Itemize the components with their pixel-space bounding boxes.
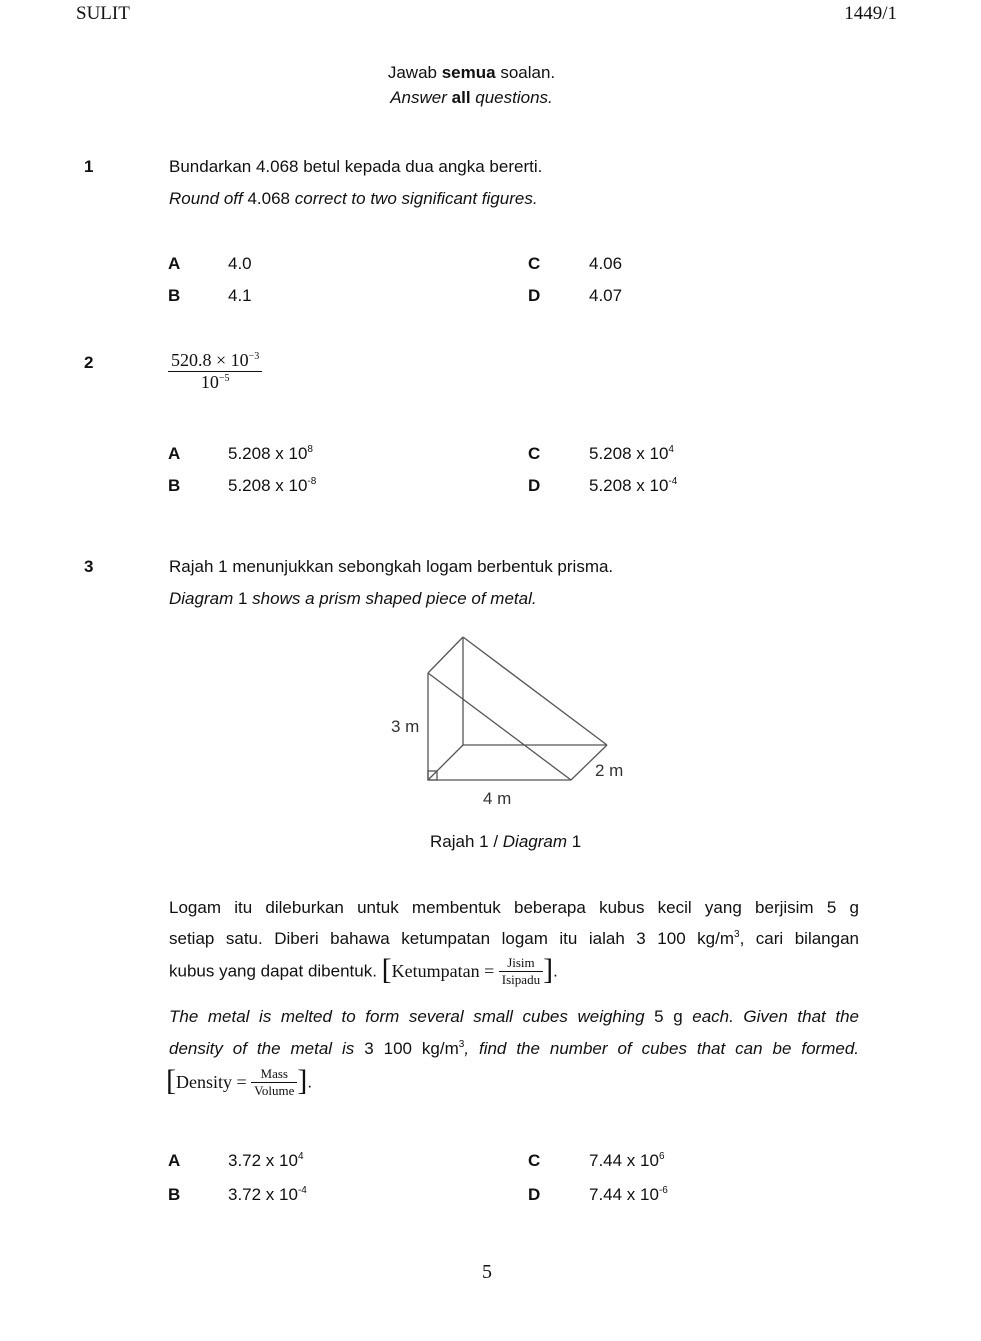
formula-fraction [251,1066,297,1099]
top-depth-edge [428,637,463,673]
instruction-bold: all [451,88,471,107]
text-plain: 4.068 [242,189,295,208]
option-b-letter[interactable]: B [168,476,181,495]
option-d-letter[interactable]: D [528,476,541,495]
question-number: 2 [84,353,94,372]
option-base: 5.208 x 10 [589,444,669,463]
option-d-value[interactable] [589,1185,668,1205]
malay-paragraph-line-2 [169,929,859,949]
front-hypotenuse-edge [428,673,571,780]
option-c-value[interactable] [589,444,674,464]
formula-denominator: Isipadu [501,972,541,987]
option-b-value[interactable] [228,1185,307,1205]
option-base: 5.208 x 10 [589,476,669,495]
option-d-value[interactable]: 4.07 [589,286,623,305]
question-fraction [168,350,262,393]
option-b-letter[interactable]: B [168,1185,181,1204]
exponent: 3 [734,929,740,940]
question-text-english [169,189,538,209]
malay-paragraph-line-1: Logam itu dileburkan untuk membentuk beberapa kubus kecil yang berjisim 5 g [169,898,859,917]
text-plain: 3 100 kg/m [354,1039,459,1058]
instruction-malay [0,63,943,83]
bracket-open: [ [381,952,392,986]
caption-italic: Diagram [502,832,568,851]
text-plain: 1 [233,589,253,608]
option-b-value[interactable] [228,476,316,496]
malay-paragraph-line-3: kubus yang dapat dibentuk. [Ketumpatan = $\frac{\text{Jisim}}{\text{Isipadu}}$ ]. [169,952,558,987]
caption-number: 1 [567,832,582,851]
option-a-letter[interactable]: A [168,444,181,463]
question-text-english [169,589,537,609]
numerator-base: 520.8 × 10 [171,350,249,370]
bottom-left-depth-edge [428,745,463,780]
caption-malay: Rajah 1 / [430,832,503,851]
option-c-value[interactable]: 4.06 [589,254,623,273]
option-a-letter[interactable]: A [168,1151,181,1170]
option-b-letter[interactable]: B [168,286,181,305]
option-a-letter[interactable]: A [168,254,181,273]
instruction-text: Answer [390,88,452,107]
option-b-value[interactable]: 4.1 [228,286,252,305]
formula-numerator: Jisim [499,955,543,972]
option-base: 7.44 x 10 [589,1151,659,1170]
instruction-text: Jawab [387,63,442,82]
text-italic: each. Given that the [692,1007,859,1026]
label-height: 3 m [391,717,420,736]
option-a-value[interactable] [228,444,313,464]
english-paragraph-line-1 [169,1007,859,1027]
instruction-text: questions. [470,88,553,107]
formula-denominator: Volume [254,1083,295,1098]
option-exponent: -4 [668,476,678,487]
question-text-malay: Bundarkan 4.068 betul kepada dua angka bererti. [169,157,543,176]
option-c-letter[interactable]: C [528,1151,541,1170]
denominator-base: 10 [200,372,219,392]
question-number: 1 [84,157,94,176]
text-italic: , find the number of cubes that can be formed. [464,1039,859,1058]
back-hypotenuse-edge [463,637,607,745]
formula-lhs: Density = [176,1072,252,1092]
instruction-text: soalan. [495,63,556,82]
fraction-numerator [168,350,262,372]
formula-lhs: Ketumpatan = [391,961,499,981]
text-italic: Round off [169,189,243,208]
text-plain: kubus yang dapat dibentuk. [169,961,382,981]
prism-diagram [380,630,640,815]
option-base: 5.208 x 10 [228,444,308,463]
instruction-english [0,88,943,108]
text-plain: , cari bilangan [739,929,859,948]
option-base: 3.72 x 10 [228,1185,298,1204]
option-d-value[interactable] [589,476,677,496]
exponent: 3 [458,1039,465,1050]
bracket-open: [ [166,1063,176,1097]
formula-fraction [499,955,543,988]
english-paragraph-line-3: [Density = $\frac{\text{Mass}}{\text{Volume}}$ ]. [166,1063,313,1098]
text-italic: shows a prism shaped piece of metal. [252,589,537,608]
option-c-letter[interactable]: C [528,444,541,463]
option-base: 3.72 x 10 [228,1151,298,1170]
english-paragraph-line-2 [169,1039,859,1059]
formula-numerator: Mass [251,1066,297,1083]
option-exponent: -6 [658,1185,668,1196]
text-plain: setiap satu. Diberi bahawa ketumpatan logam itu ialah 3 100 kg/m [169,929,734,948]
numerator-exponent: −3 [248,351,260,362]
option-a-value[interactable] [228,1151,304,1171]
header-paper-code: 1449/1 [844,3,897,24]
option-d-letter[interactable]: D [528,286,541,305]
instruction-bold: semua [441,63,496,82]
text-plain: 5 g [644,1007,693,1026]
question-text-malay: Rajah 1 menunjukkan sebongkah logam berbentuk prisma. [169,557,614,576]
denominator-exponent: −5 [218,373,230,384]
text-italic: correct to two significant figures. [294,189,538,208]
option-a-value[interactable]: 4.0 [228,254,252,273]
option-d-letter[interactable]: D [528,1185,541,1204]
option-base: 7.44 x 10 [589,1185,659,1204]
text-italic: The metal is melted to form several small cubes weighing [169,1007,645,1026]
option-base: 5.208 x 10 [228,476,308,495]
option-exponent: -4 [297,1185,307,1196]
header-classification: SULIT [76,3,130,24]
text-italic: Diagram [169,589,234,608]
bracket-close: ] [297,1063,308,1097]
diagram-caption [430,832,581,852]
option-exponent: 6 [658,1151,665,1162]
label-length: 4 m [483,789,512,808]
option-exponent: 4 [668,444,674,455]
text-italic: density of the metal is [169,1039,355,1058]
fraction-denominator [168,372,262,393]
question-number: 3 [84,557,94,576]
label-depth: 2 m [595,761,624,780]
option-c-letter[interactable]: C [528,254,541,273]
option-exponent: 4 [297,1151,304,1162]
page-number: 5 [482,1261,492,1283]
bracket-close: ] [543,952,554,986]
option-c-value[interactable] [589,1151,665,1171]
option-exponent: 8 [307,444,313,455]
option-exponent: -8 [307,476,317,487]
